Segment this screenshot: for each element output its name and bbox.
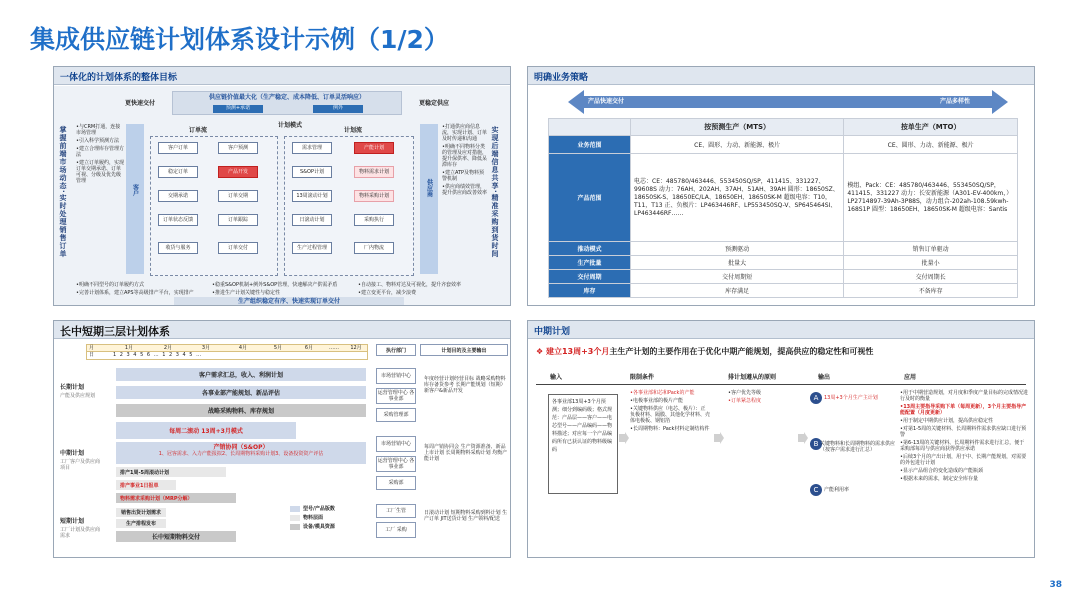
flow-box: 交期承诺 <box>158 190 198 202</box>
faster-delivery-label: 更快速交付 <box>124 100 155 107</box>
plan-flow-area <box>284 136 414 276</box>
panel-mid-term-plan <box>527 320 1035 558</box>
page-number: 38 <box>1049 580 1062 590</box>
left-notes <box>76 124 124 186</box>
application-item: • 对第1-5周的关键材料、长周期料件需求供应缺口进行预警 <box>900 426 1028 438</box>
sop-detail: 1、冠客需求、入力产能报拟2、长周期物料采购计划3、设备投资资产评估 <box>158 451 324 457</box>
flow-box: 稳定订单 <box>158 166 198 178</box>
legend-label: 型号/产品版数 <box>303 506 335 512</box>
application-item: • 第6-13周的关键材料、长周期料件需求进行汇总，便于采购部每周与供应商获得供应承诺 <box>900 440 1028 452</box>
bottom-banner: 生产组织稳定有序、快速实现订单交付 <box>174 297 404 306</box>
right-note: • 明确不同物料分类的管理及应对措施，提升保供率、降低呆滞库存 <box>442 144 488 168</box>
header-divider <box>536 384 1026 385</box>
panel-header: 明确业务策略 <box>528 67 1034 85</box>
bottom-note: • 推进生产计划关键性与稳定性 <box>212 290 352 296</box>
left-note: • 引入科学预测方法 <box>76 138 124 144</box>
flow-box: 产能计划 <box>354 142 394 154</box>
cell-mts: 库存满足 <box>631 284 844 298</box>
supplier-column <box>420 124 438 274</box>
legend-label: 设备/模具资源 <box>303 524 335 530</box>
flow-box: 产品开发 <box>218 166 258 178</box>
mid-bar: 排产事业1日报单 <box>116 480 176 490</box>
col-header: 输入 <box>550 374 563 381</box>
cell-mts: 批量大 <box>631 256 844 270</box>
col-header: 限制条件 <box>630 374 655 381</box>
cell-mts: 交付周期短 <box>631 270 844 284</box>
output-marker-b: B <box>810 438 822 450</box>
stable-supply-label: 更稳定供应 <box>418 100 449 107</box>
legend-swatch <box>290 524 300 530</box>
flow-box: 收货与服务 <box>158 242 198 254</box>
order-flow-area <box>150 136 278 276</box>
cell-mts: 电芯：CE：485780/463446、553450SQ/SP，411415、331227、99608S 动力：76AH、202AH、37AH、51AH、39AH 圆形：18650SZ、18650SK-S、18650EC/LA、18650EH、18650SK-M 超级电容：T10，T11，T13 正、负极片：LP463446RF、LP553450SQ-V、SP645464SI、LP463446RF…… <box>631 154 844 242</box>
row-label: 推动模式 <box>549 242 631 256</box>
bottom-mid-notes <box>212 282 352 298</box>
legend <box>290 506 370 530</box>
tl-cell: 5月 <box>273 345 283 351</box>
panel-header: 长中短期三层计划体系 <box>54 321 510 339</box>
plan-flow-label: 计划流 <box>344 127 363 134</box>
dept-box: 市场营销中心 <box>376 368 416 384</box>
panel-three-layer-plan <box>53 320 511 558</box>
arrow-left-label: 产品快速交付 <box>588 98 625 105</box>
headline-icon: ❖ <box>536 347 546 356</box>
dept-box: 运营管理中心 各事业部 <box>377 390 415 402</box>
bottom-right-notes <box>358 282 488 298</box>
tl-cell: …… <box>329 345 339 351</box>
output-header: 计划目的及主要输出 <box>441 348 487 354</box>
output-text: 关键物料和长周期物料的需求供应（按客户需求进行汇总） <box>820 441 896 453</box>
tl-cell: 4月 <box>238 345 248 351</box>
flow-box: 物料采购计划 <box>354 190 394 202</box>
constraint-item: • 关键物料供应（电芯、极片）：正负极材料、隔膜、其他化学材料、壳体电极板、钢铝箔 <box>630 406 710 424</box>
left-vertical-goal: 掌握前端市场动态·实时处理销售订单 <box>59 126 67 258</box>
bottom-note: • 自动接工、物料对达及可视化，提升齐套效率 <box>358 282 488 288</box>
tl-cell: 2月 <box>163 345 173 351</box>
output-text: 13周+3个月生产主计划 <box>824 395 878 401</box>
cell-mto: 模组、Pack：CE：485780/463446、553450SQ/SP，411415、331227 动力：长安新能源（A301-EV-400km，）LP2714897-39Ah-3P88S，动力组合-202ah-108.59kwh-168S1P 圆型：18650EH、18650SK-M 超级电容：Santis <box>844 154 1018 242</box>
col-mts: 按预测生产（MTS） <box>631 119 844 136</box>
output-text: 产能利用率 <box>824 487 850 493</box>
flow-box: 需求管理 <box>292 142 332 154</box>
cell-mto: 不备库存 <box>844 284 1018 298</box>
flow-box: S&OP计划 <box>292 166 332 178</box>
tl-cell: 1月 <box>124 345 134 351</box>
mid-term-sub: 工厂客户及供应商项目 <box>60 459 101 471</box>
short-term-sub: 工厂计划及供应商需求 <box>60 527 101 539</box>
panel-header: 中期计划 <box>528 321 1034 339</box>
right-note: • 打通供应商信息流，实现计划、订单及时传递和沟通 <box>442 124 488 142</box>
legend-label: 物料层面 <box>303 515 324 521</box>
arrow-right-icon <box>798 432 808 444</box>
headline-red: 建立13周+3个月 <box>545 347 610 356</box>
flow-box: 订单交期 <box>218 190 258 202</box>
panel-integrated-planning-goals <box>53 66 511 306</box>
left-note: • 建立合理库存管理方法 <box>76 146 124 158</box>
output-marker-c: C <box>810 484 822 496</box>
application-item: • 后续3个月的产出计划，用于中、长期产能规划，对需要的外包进行计划 <box>900 454 1028 466</box>
constraint-item: • 各事业部和芯和Pack的产能 <box>630 390 710 396</box>
row-label: 产品范围 <box>549 154 631 242</box>
tl-cell: 月 <box>89 345 95 351</box>
dept-header: 执行部门 <box>385 348 406 354</box>
application-item: • 显示产品组合的变化造成的产能瓶颈 <box>900 468 1028 474</box>
tl-day-cells: 1 2 3 4 5 6 … 1 2 3 4 5 … <box>113 352 203 358</box>
long-term-label: 长期计划 <box>60 384 85 391</box>
exception-tag: 例外 <box>313 105 363 113</box>
customer-label: 客户 <box>131 184 139 196</box>
output-marker-a: A <box>810 392 822 404</box>
short-output: 日滚动计划 短期物料采购到料计划 生产订单 JIT送货计划 生产领料/配送 <box>424 510 508 522</box>
bottom-note: • 稳重S&OP机制+例外S&OP管理，快速解决产供需矛盾 <box>212 282 352 288</box>
arrow-right-icon <box>619 432 629 444</box>
cell-mts: 预测驱动 <box>631 242 844 256</box>
col-header: 输出 <box>818 374 831 381</box>
mid-rolling-bar: 每周二滚动 13周+3月模式 <box>116 422 296 439</box>
bottom-note: • 明确不同型号的订单履约方式 <box>76 282 206 288</box>
page-title: 集成供应链计划体系设计示例（1/2） <box>30 25 449 54</box>
cell-mts: CE、圆形、力动、新能源、极片 <box>631 136 844 154</box>
short-bar: 生产排程发布 <box>116 519 166 528</box>
bottom-note: • 建立变更平台，减少浪费 <box>358 290 488 296</box>
top-banner-text: 供应链价值最大化（生产稳定、成本降低、订单灵活响应） <box>208 94 365 101</box>
application-item: • 用于制定中期供应计划，提高供应稳定性 <box>900 418 1028 424</box>
row-label: 库存 <box>549 284 631 298</box>
mid-output: 每周产销协同会 生产资源准备、新品上市计划 长周期物料采购计划 均衡产能计划 <box>424 444 508 462</box>
short-bar: 销售出货计划需求 <box>116 508 166 517</box>
short-bar: 长中短期物料交付 <box>116 531 236 542</box>
output-header-box <box>420 344 508 356</box>
principle-item: • 订单紧急程度 <box>728 398 808 404</box>
flow-box: 客户订单 <box>158 142 198 154</box>
flow-box: 日滚动计划 <box>292 214 332 226</box>
customer-column <box>126 124 144 274</box>
legend-swatch <box>290 506 300 512</box>
dept-box: 采购部 <box>376 476 416 490</box>
principle-item: • 客户优先等级 <box>728 390 808 396</box>
applications-list <box>900 390 1028 484</box>
flow-box: 订单跟踪 <box>218 214 258 226</box>
cell-mto: 批量小 <box>844 256 1018 270</box>
arrow-right-label: 产品多样性 <box>940 98 971 105</box>
row-label: 生产批量 <box>549 256 631 270</box>
order-flow-label: 订单流 <box>189 127 208 134</box>
legend-swatch <box>290 515 300 521</box>
flow-box: 采购执行 <box>354 214 394 226</box>
col-mto: 按单生产（MTO） <box>844 119 1018 136</box>
long-term-sub: 产能及供应规划 <box>60 393 96 399</box>
flow-box: 订单交付 <box>218 242 258 254</box>
corner-cell <box>549 119 631 136</box>
tl-cell: 12月 <box>350 345 362 351</box>
supplier-label: 供应商 <box>425 179 433 197</box>
mid-headline <box>536 346 1026 357</box>
short-term-label: 短期计划 <box>60 518 85 525</box>
strategy-table <box>548 118 1018 298</box>
flow-box: 订单状态反馈 <box>158 214 198 226</box>
flow-box: 生产过程管理 <box>292 242 332 254</box>
input-box: 各事业部13周+3个月预测；细分到编码级；格式规范：产品层——客户——电芯型号——产品编码——物料描述；对应每一个产品编码所有已获认证的物料级编码 <box>548 394 618 494</box>
row-label: 交付周期 <box>549 270 631 284</box>
headline-rest: 主生产计划的主要作用在于优化中期产能规划，提高供应的稳定性和可视性 <box>609 347 874 356</box>
constraint-item: • 长周期物料：Pack材料定制结构件 <box>630 426 710 432</box>
application-item: • 根据未来的需求，制定安全库存量 <box>900 476 1028 482</box>
dept-header-box <box>376 344 416 356</box>
row-label: 业务范围 <box>549 136 631 154</box>
mid-bar: 排产1周-5周滚动计划 <box>116 467 226 477</box>
forecast-commit-tag: 预测+承诺 <box>213 105 263 113</box>
dept-box: 运营管理中心 各事业部 <box>377 458 415 470</box>
right-note: • 供应商绩效管理，提升供应商改善效率 <box>442 184 488 196</box>
cell-mto: CE、圆形、力动、新能源、极片 <box>844 136 1018 154</box>
long-bar: 战略采购物料、库存规划 <box>116 404 366 417</box>
long-output: 年度经营计划经营目标 战略采购物料库存备货参考 长期产能规划（短期） 新客户&新品开发 <box>424 376 506 394</box>
flow-box: 客户预测 <box>218 142 258 154</box>
col-header: 应用 <box>904 374 917 381</box>
application-item: • 13周主要指导采购下单（每周更新），3个月主要指导产能配置（月度更新） <box>900 404 1028 416</box>
tl-day-label: 日 <box>89 352 95 358</box>
long-bar: 各事业部产能规划、新品评估 <box>116 386 366 399</box>
model-label: 计划模式 <box>277 122 302 129</box>
cell-mto: 销售订单驱动 <box>844 242 1018 256</box>
principles-list <box>728 390 808 406</box>
sop-bar <box>116 442 366 464</box>
right-notes <box>442 124 488 198</box>
right-note: • 建立ATP及物料预警机制 <box>442 170 488 182</box>
mrp-bar: 物料需求采购计划（MRP分解） <box>116 493 236 503</box>
flow-box: 厂内物流 <box>354 242 394 254</box>
timeline <box>86 344 368 360</box>
dept-box: 工厂 采购 <box>376 522 416 538</box>
flow-box: 13周滚动计划 <box>292 190 332 202</box>
top-banner <box>172 91 402 115</box>
long-bar: 客户需求汇总，收入、利润计划 <box>116 368 366 381</box>
panel-header: 一体化的计划体系的整体目标 <box>54 67 510 85</box>
constraint-item: • 电极事业部的极片产能 <box>630 398 710 404</box>
col-header: 排计划遵从的原则 <box>728 374 777 381</box>
arrow-right-icon <box>714 432 724 444</box>
sop-title: 产销协同（S&OP） <box>213 444 269 451</box>
dept-box: 工厂生管 <box>376 504 416 518</box>
constraints-list <box>630 390 710 434</box>
application-item: • 用于中期营造规划，对月度和季度产量目标的完成情况进行及时的衡量 <box>900 390 1028 402</box>
left-note: • 与CRM打通，连接市场管理 <box>76 124 124 136</box>
cell-mto: 交付周期长 <box>844 270 1018 284</box>
dept-box: 采购管理部 <box>376 408 416 422</box>
flow-box: 物料需求计划 <box>354 166 394 178</box>
left-note: • 建立订单履约，实现订单交期承诺、订单可视、分级及优先级管理 <box>76 160 124 184</box>
bottom-left-notes <box>76 282 206 298</box>
right-vertical-goal: 实现后端信息共享·精准采购到货时间 <box>491 126 499 258</box>
mid-term-label: 中期计划 <box>60 450 85 457</box>
dept-box: 市场营销中心 <box>376 436 416 452</box>
panel-business-strategy <box>527 66 1035 306</box>
tl-cell: 6月 <box>304 345 314 351</box>
bottom-note: • 完善计划体系，建立APS等高级排产平台，实现排产 <box>76 290 206 296</box>
tl-cell: 3月 <box>201 345 211 351</box>
